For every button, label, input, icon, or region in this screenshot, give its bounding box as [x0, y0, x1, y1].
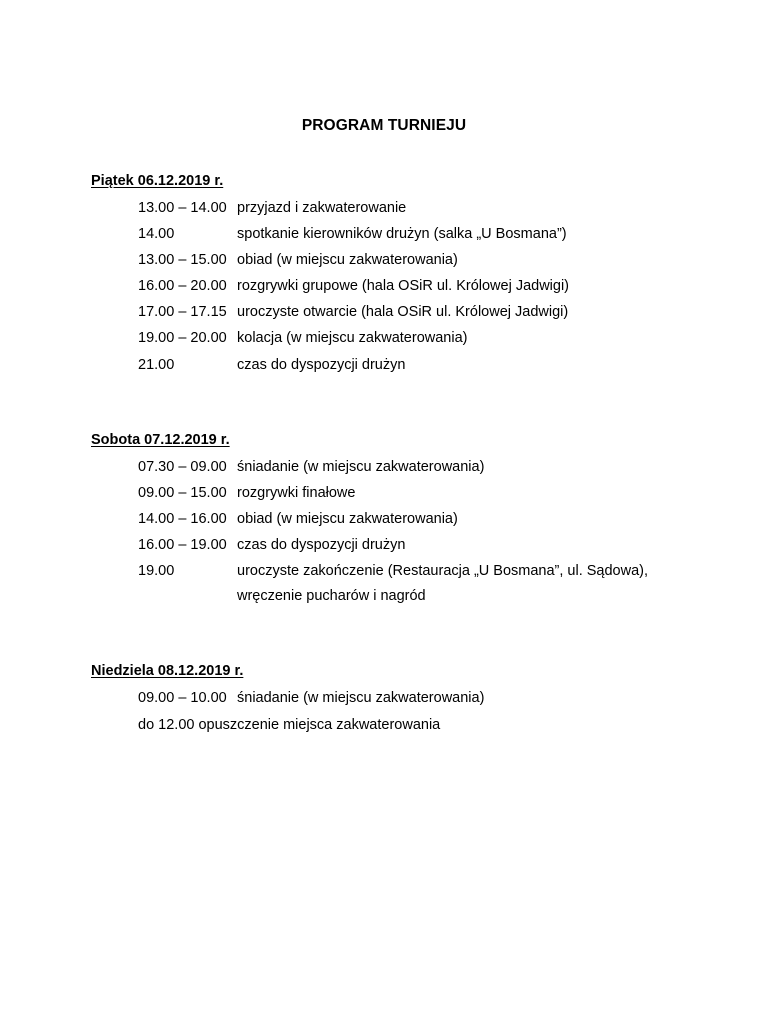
- event-description: opuszczenie miejsca zakwaterowania: [198, 717, 441, 733]
- schedule-row: [138, 509, 458, 529]
- event-description: rozgrywki finałowe: [237, 485, 356, 501]
- event-time: 19.00 – 20.00: [138, 330, 227, 346]
- event-time: 19.00: [138, 563, 175, 579]
- schedule-row: [138, 688, 484, 708]
- event-time: 16.00 – 19.00: [138, 537, 227, 553]
- event-description: śniadanie (w miejscu zakwaterowania): [237, 459, 485, 475]
- schedule-row: [138, 250, 458, 270]
- event-description: rozgrywki grupowe (hala OSiR ul. Królowej Jadwigi): [237, 278, 570, 294]
- schedule-row: [138, 224, 567, 244]
- event-description-continuation: wręczenie pucharów i nagród: [237, 588, 426, 604]
- event-time: 16.00 – 20.00: [138, 278, 227, 294]
- event-time: 17.00 – 17.15: [138, 304, 227, 320]
- schedule-row: [138, 276, 569, 296]
- event-description: śniadanie (w miejscu zakwaterowania): [237, 690, 485, 706]
- schedule-row: [138, 355, 405, 375]
- schedule-row: [138, 561, 648, 581]
- schedule-row: [138, 198, 406, 218]
- day-heading-saturday: Sobota 07.12.2019 r.: [91, 432, 230, 448]
- event-time: 09.00 – 10.00: [138, 690, 227, 706]
- event-description: spotkanie kierowników drużyn (salka „U Bosmana”): [237, 226, 567, 242]
- event-description: uroczyste zakończenie (Restauracja „U Bosmana”, ul. Sądowa),: [237, 563, 649, 579]
- schedule-row: [138, 715, 440, 735]
- event-description: przyjazd i zakwaterowanie: [237, 200, 407, 216]
- event-time: 13.00 – 14.00: [138, 200, 227, 216]
- event-description: kolacja (w miejscu zakwaterowania): [237, 330, 468, 346]
- event-time: 09.00 – 15.00: [138, 485, 227, 501]
- document-title: PROGRAM TURNIEJU: [301, 117, 467, 134]
- event-description: obiad (w miejscu zakwaterowania): [237, 511, 458, 527]
- day-heading-friday: Piątek 06.12.2019 r.: [91, 173, 224, 189]
- day-heading-sunday: Niedziela 08.12.2019 r.: [91, 663, 244, 679]
- event-description: czas do dyspozycji drużyn: [237, 537, 406, 553]
- event-time: 14.00: [138, 226, 175, 242]
- schedule-row: [138, 328, 467, 348]
- event-time: 14.00 – 16.00: [138, 511, 227, 527]
- event-time: do 12.00: [138, 717, 195, 733]
- event-time: 21.00: [138, 357, 175, 373]
- schedule-row: [138, 457, 484, 477]
- event-description: uroczyste otwarcie (hala OSiR ul. Królowej Jadwigi): [237, 304, 569, 320]
- schedule-row: [138, 483, 355, 503]
- schedule-row: [138, 535, 405, 555]
- schedule-row: [138, 302, 568, 322]
- event-time: 13.00 – 15.00: [138, 252, 227, 268]
- event-time: 07.30 – 09.00: [138, 459, 227, 475]
- event-description: obiad (w miejscu zakwaterowania): [237, 252, 458, 268]
- event-description: czas do dyspozycji drużyn: [237, 357, 406, 373]
